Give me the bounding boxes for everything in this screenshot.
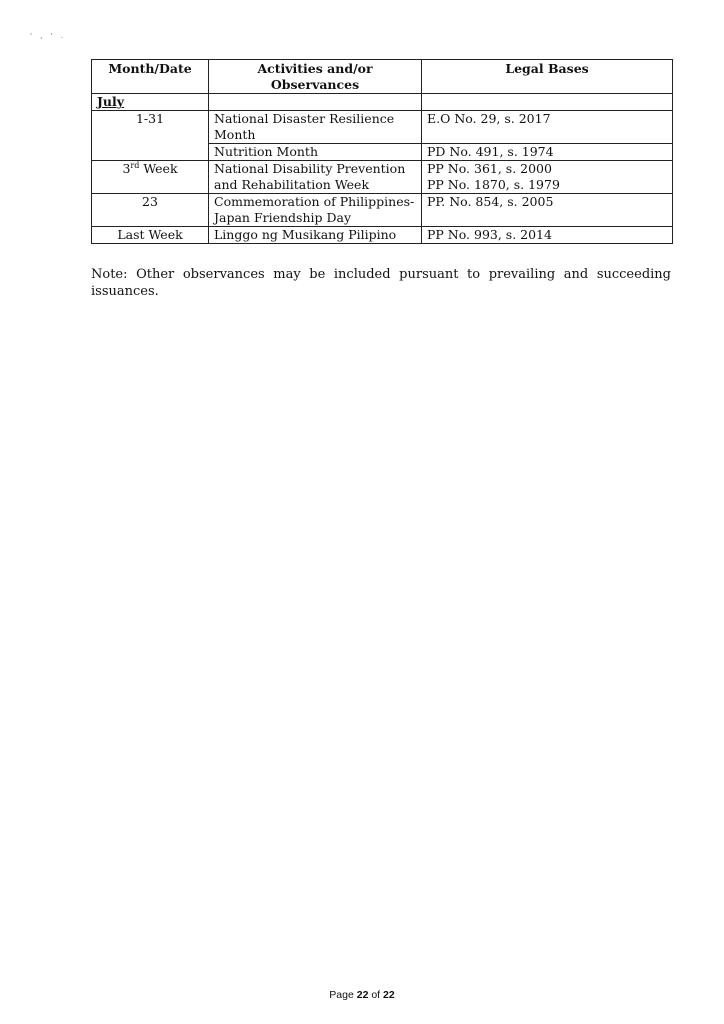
page-number: Page 22 of 22 bbox=[329, 989, 395, 1001]
legal-cell: PP No. 993, s. 2014 bbox=[422, 227, 673, 244]
date-cell: 23 bbox=[92, 194, 209, 227]
table-row bbox=[92, 161, 673, 194]
activity-cell: National Disaster Resilience Month bbox=[209, 111, 422, 144]
empty-cell bbox=[209, 94, 422, 111]
legal-cell: PP No. 361, s. 2000 PP No. 1870, s. 1979 bbox=[422, 161, 673, 194]
table-row bbox=[92, 111, 673, 144]
activity-cell: National Disability Prevention and Rehabilitation Week bbox=[209, 161, 422, 194]
date-cell: Last Week bbox=[92, 227, 209, 244]
scan-marks: ' , ' . bbox=[30, 32, 66, 40]
activity-cell: Commemoration of Philippines-Japan Friendship Day bbox=[209, 194, 422, 227]
header-month-date: Month/Date bbox=[92, 60, 209, 94]
table-header-row bbox=[92, 60, 673, 94]
date-cell: 1-31 bbox=[92, 111, 209, 161]
table-row bbox=[92, 194, 673, 227]
note-text: Note: Other observances may be included pursuant to prevailing and succeeding issuances. bbox=[91, 267, 671, 299]
legal-cell: PD No. 491, s. 1974 bbox=[422, 144, 673, 161]
legal-cell: E.O No. 29, s. 2017 bbox=[422, 111, 673, 144]
month-row bbox=[92, 94, 673, 111]
date-cell: 3rd Week bbox=[92, 161, 209, 194]
header-activities: Activities and/or Observances bbox=[209, 60, 422, 94]
observances-table bbox=[91, 59, 673, 244]
month-label: July bbox=[92, 94, 209, 111]
activity-cell: Nutrition Month bbox=[209, 144, 422, 161]
activity-cell: Linggo ng Musikang Pilipino bbox=[209, 227, 422, 244]
empty-cell bbox=[422, 94, 673, 111]
table-row bbox=[92, 227, 673, 244]
header-legal-bases: Legal Bases bbox=[422, 60, 673, 94]
legal-cell: PP. No. 854, s. 2005 bbox=[422, 194, 673, 227]
